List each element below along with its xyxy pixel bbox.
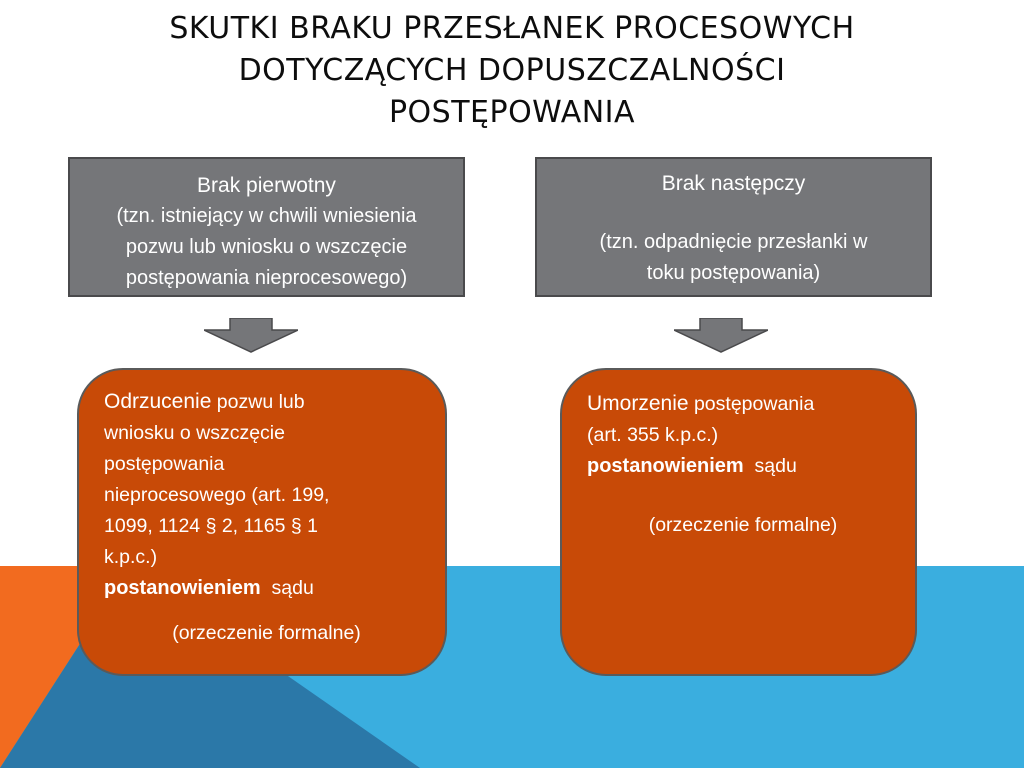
spacer	[587, 482, 899, 510]
down-arrow-icon	[674, 318, 768, 354]
title-line-3: POSTĘPOWANIA	[388, 95, 636, 130]
primary-defect-line-1: (tzn. istniejący w chwili wniesienia	[116, 205, 417, 227]
subsequent-defect-line-2: toku postępowania)	[646, 262, 821, 284]
down-arrow-icon	[204, 318, 298, 354]
primary-defect-heading: Brak pierwotny	[197, 174, 336, 197]
rejection-line-6: k.p.c.)	[104, 546, 158, 568]
spacer	[537, 199, 930, 227]
discontinuance-line-1	[587, 388, 899, 420]
discontinuance-line-2: (art. 355 k.p.c.)	[587, 424, 719, 446]
rejection-decision-line	[104, 573, 429, 604]
rejection-line-1	[104, 386, 429, 418]
rejection-box	[77, 368, 447, 676]
discontinuance-decision-line	[587, 451, 899, 482]
discontinuance-note: (orzeczenie formalne)	[648, 514, 838, 536]
rejection-lead-rest: pozwu lub	[211, 391, 305, 413]
primary-defect-line-2: pozwu lub wniosku o wszczęcie	[125, 236, 408, 258]
rejection-line-4: nieprocesowego (art. 199,	[104, 484, 330, 506]
primary-defect-line-3: postępowania nieprocesowego)	[125, 267, 408, 289]
discontinuance-lead-rest: postępowania	[688, 393, 815, 415]
subsequent-defect-box	[535, 157, 932, 297]
rejection-decision-rest: sądu	[260, 577, 314, 599]
spacer	[104, 604, 429, 618]
title-line-1: SKUTKI BRAKU PRZESŁANEK PROCESOWYCH	[169, 11, 855, 46]
rejection-line-2: wniosku o wszczęcie	[104, 422, 285, 444]
slide-title	[60, 8, 964, 134]
title-line-2: DOTYCZĄCYCH DOPUSZCZALNOŚCI	[238, 53, 786, 88]
rejection-decision-bold: postanowieniem	[104, 577, 261, 599]
discontinuance-decision-rest: sądu	[743, 455, 797, 477]
rejection-note: (orzeczenie formalne)	[172, 622, 361, 644]
rejection-line-3: postępowania	[104, 453, 225, 475]
rejection-lead: Odrzucenie	[104, 390, 212, 413]
rejection-line-5: 1099, 1124 § 2, 1165 § 1	[104, 515, 318, 537]
primary-defect-box	[68, 157, 465, 297]
subsequent-defect-heading: Brak następczy	[661, 172, 806, 195]
discontinuance-lead: Umorzenie	[587, 392, 689, 415]
discontinuance-decision-bold: postanowieniem	[587, 455, 744, 477]
subsequent-defect-line-1: (tzn. odpadnięcie przesłanki w	[599, 231, 868, 253]
discontinuance-box	[560, 368, 917, 676]
